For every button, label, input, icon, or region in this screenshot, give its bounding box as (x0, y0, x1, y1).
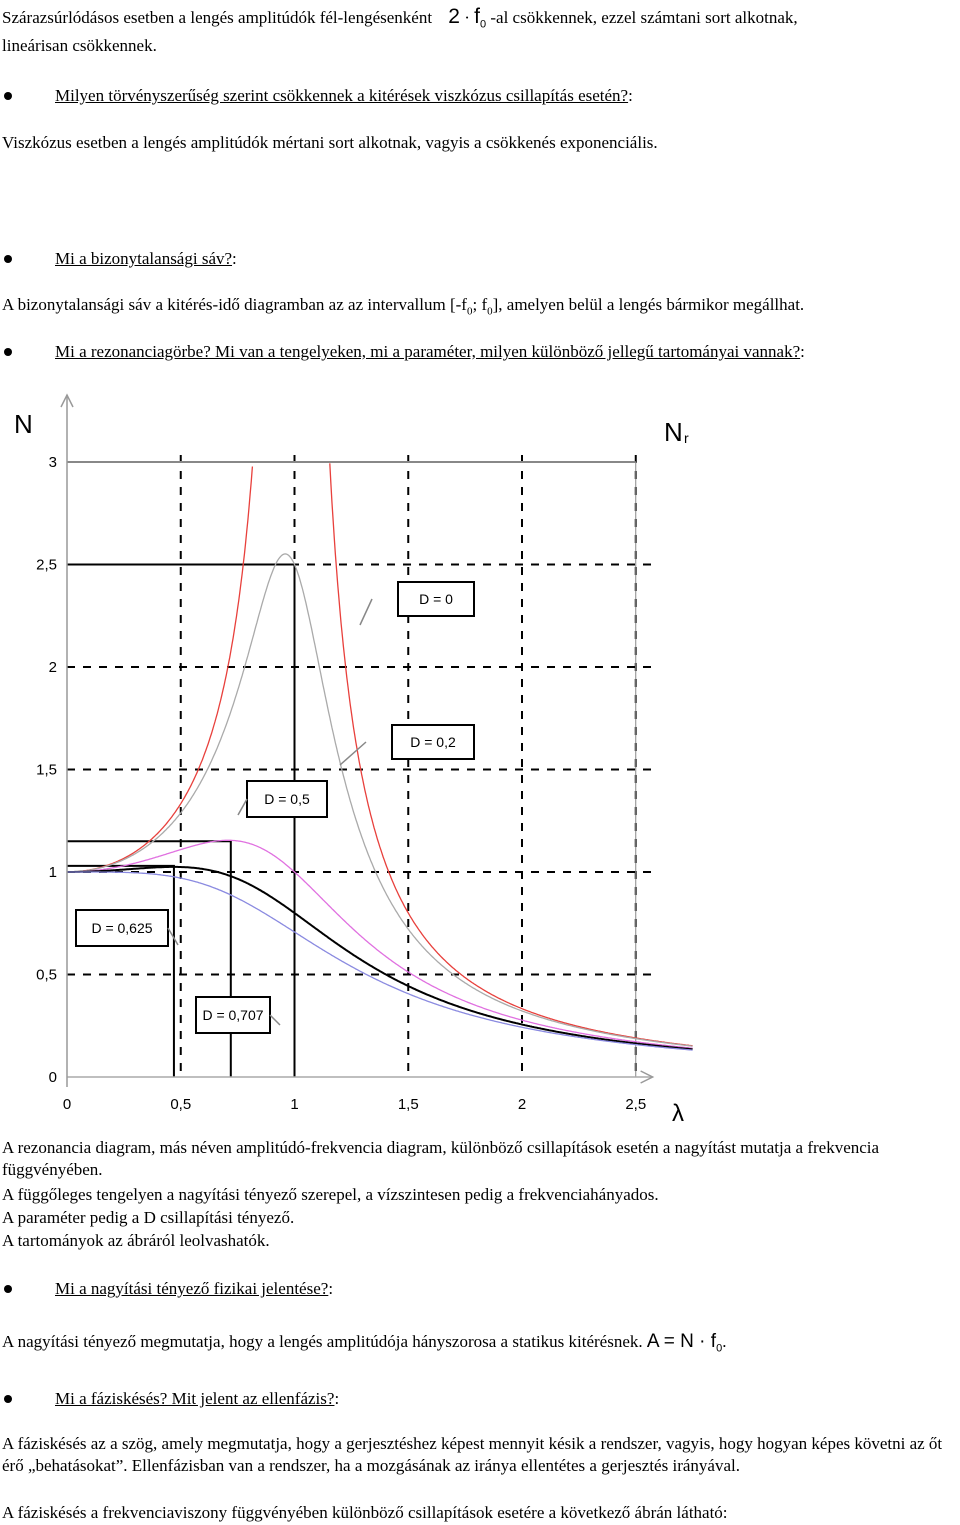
legend-label: D = 0,5 (264, 791, 310, 807)
y-tick-label: 0,5 (36, 966, 57, 984)
x-tick-label: 0 (62, 1096, 72, 1113)
answer-text: ], amelyen belül a lengés bármikor megállhat. (492, 295, 805, 314)
bullet (4, 348, 12, 356)
intro-line-2: lineárisan csökkennek. (2, 36, 157, 55)
legend-label: D = 0,707 (202, 1007, 264, 1023)
answer-4 (2, 1331, 726, 1359)
formula: A = N · f (646, 1331, 717, 1352)
question-2 (55, 248, 237, 270)
question-text: Mi a fáziskésés? Mit jelent az ellenfázis? (55, 1389, 335, 1408)
y-tick-label: 2 (48, 659, 57, 676)
x-axis-label: λ (672, 1100, 684, 1127)
formula-sub: 0 (716, 1342, 723, 1355)
legend-label: D = 0,2 (410, 734, 456, 750)
question-4 (55, 1278, 333, 1300)
intro-line-1 (2, 6, 798, 35)
legend-leader (340, 742, 366, 765)
intro-text-end: -al csökkennek, ezzel számtani sort alkotnak, (490, 8, 798, 27)
y-tick-label: 0 (48, 1069, 57, 1086)
question-3 (55, 341, 805, 363)
formula-sub: 0 (480, 18, 487, 31)
series-line (330, 463, 693, 1046)
answer-text: A nagyítási tényező megmutatja, hogy a lengés amplitúdója hányszorosa a statikus kitérésnek. (2, 1332, 643, 1351)
paragraph-2: A függőleges tengelyen a nagyítási tényező szerepel, a vízszintesen pedig a frekvenciahányados. (2, 1185, 659, 1204)
question-suffix: : (628, 86, 633, 105)
x-tick-label: 2,5 (625, 1096, 647, 1113)
question-text: Mi a rezonanciagörbe? Mi van a tengelyeken, mi a paraméter, milyen különböző jellegű tartományai vannak? (55, 342, 801, 361)
question-text: Mi a nagyítási tényező fizikai jelentése? (55, 1279, 329, 1298)
series-line (67, 867, 693, 1049)
answer-5-last: A fáziskésés a frekvenciaviszony függvényében különböző csillapítások esetére a következő ábrán látható: (2, 1503, 728, 1522)
bullet (4, 1395, 12, 1403)
question-text: Milyen törvényszerűség szerint csökkennek a kitérések viszkózus csillapítás esetén? (55, 86, 629, 105)
right-axis-label: N (664, 417, 683, 447)
series-line (67, 872, 693, 1050)
x-tick-label: 1,5 (397, 1096, 419, 1113)
question-text: Mi a bizonytalansági sáv? (55, 249, 233, 268)
bullet (4, 255, 12, 263)
question-suffix: : (328, 1279, 334, 1298)
series-line (67, 467, 252, 873)
y-tick-label: 1,5 (36, 761, 57, 779)
y-tick-label: 1 (48, 864, 57, 881)
legend-leader (238, 799, 247, 815)
formula-end: . (722, 1332, 727, 1351)
answer-2 (2, 294, 804, 322)
answer-text: ; f (472, 295, 488, 314)
y-tick-label: 3 (48, 454, 57, 471)
question-1 (55, 85, 633, 107)
question-suffix: : (800, 342, 805, 361)
legend-label: D = 0 (419, 591, 453, 607)
question-suffix: : (334, 1389, 340, 1408)
right-axis-label-sub: r (684, 430, 689, 446)
intro-text: Szárazsúrlódásos esetben a lengés amplitúdók fél-lengésenként (2, 8, 433, 27)
y-tick-label: 2,5 (36, 556, 57, 574)
bullet (4, 92, 12, 100)
legend-label: D = 0,625 (91, 920, 153, 936)
paragraph-1: A rezonancia diagram, más néven amplitúdó-frekvencia diagram, különböző csillapítások esetén a nagyítást mutatja a frekvencia függvényében. (2, 1138, 880, 1179)
legend-leader (360, 599, 372, 625)
answer-5: A fáziskésés az a szög, amely megmutatja, hogy a gerjesztéshez képest mennyit késik a rendszer, vagyis, hogy hogyan képes követni az őt érő „behatásokat”. Ellenfázisban van a rendszer, ha a mozgásának az iránya ellentétes a gerjesztés irányával. (2, 1434, 943, 1475)
curves (67, 463, 693, 1050)
answer-1: Viszkózus esetben a lengés amplitúdók mértani sort alkotnak, vagyis a csökkenés exponenciális. (2, 133, 658, 152)
question-suffix: : (232, 249, 237, 268)
subscript: 0 (487, 305, 493, 318)
region-box-d05 (67, 841, 231, 1077)
resonance-chart (0, 385, 720, 1130)
bullet (4, 1285, 12, 1293)
question-5 (55, 1388, 339, 1410)
legend-labels (76, 582, 474, 1033)
x-tick-label: 0,5 (170, 1096, 192, 1113)
paragraph-4: A tartományok az ábráról leolvashatók. (2, 1231, 270, 1250)
formula-dot: · (464, 8, 470, 27)
legend-leader (270, 1015, 280, 1025)
y-axis-label: N (14, 409, 33, 439)
series-line (67, 554, 693, 1046)
formula-f: f (474, 5, 480, 28)
formula-two: 2 (448, 5, 460, 28)
axes (36, 395, 652, 1113)
x-tick-label: 1 (290, 1096, 299, 1113)
answer-text: A bizonytalansági sáv a kitérés-idő diagramban az az intervallum [-f (2, 295, 467, 314)
region-box-d0625 (67, 866, 174, 1077)
paragraph-3: A paraméter pedig a D csillapítási tényező. (2, 1208, 295, 1227)
subscript: 0 (466, 305, 473, 318)
x-tick-label: 2 (517, 1096, 527, 1113)
